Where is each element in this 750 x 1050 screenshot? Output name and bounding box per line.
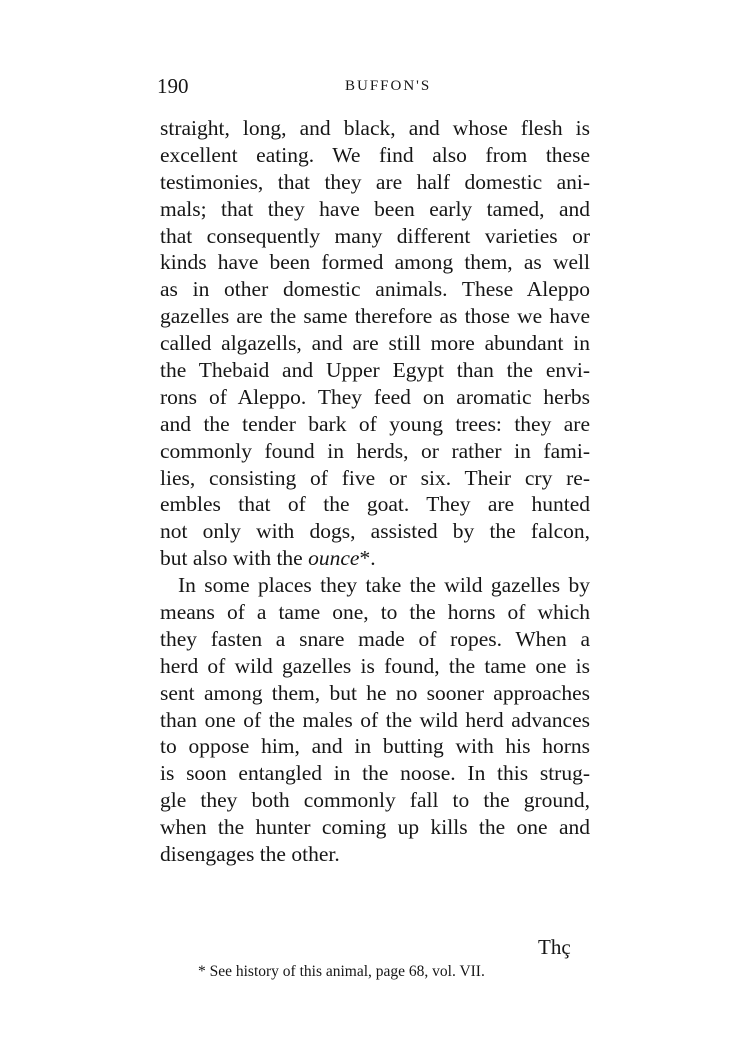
- catchword: Thç: [538, 935, 571, 959]
- text-line: as in other domestic animals. These Aleppo: [160, 277, 590, 302]
- text-line: lies, consisting of five or six. Their cry re-: [160, 465, 590, 490]
- text-line: excellent eating. We find also from these: [160, 142, 590, 167]
- text-line: that consequently many different varieties or: [160, 223, 590, 248]
- text-line: In some places they take the wild gazelles by: [178, 573, 590, 598]
- paragraph-2: [160, 572, 590, 868]
- text-line: testimonies, that they are half domestic ani-: [160, 169, 590, 194]
- footnote: * See history of this animal, page 68, vol. VII.: [198, 963, 485, 980]
- text-line: is soon entangled in the noose. In this strug-: [160, 761, 590, 786]
- text-line: gle they both commonly fall to the ground,: [160, 788, 590, 813]
- running-head: BUFFON'S: [345, 78, 432, 94]
- text-line: kinds have been formed among them, as well: [160, 250, 590, 275]
- text-line: embles that of the goat. They are hunted: [160, 492, 590, 517]
- paragraph-1: [160, 115, 590, 572]
- italic-word: ounce: [308, 546, 360, 571]
- text-line: and the tender bark of young trees: they are: [160, 411, 590, 436]
- text-line: commonly found in herds, or rather in fami-: [160, 438, 590, 463]
- text-segment: but also with the: [160, 546, 309, 571]
- text-line-last: [160, 545, 590, 572]
- page-header: [157, 74, 597, 104]
- page-number: 190: [157, 74, 189, 98]
- text-line: straight, long, and black, and whose flesh is: [160, 116, 590, 140]
- text-line: rons of Aleppo. They feed on aromatic herbs: [160, 384, 590, 409]
- text-line: to oppose him, and in butting with his horns: [160, 734, 590, 759]
- text-line: when the hunter coming up kills the one and: [160, 815, 590, 840]
- text-line: gazelles are the same therefore as those we have: [160, 304, 590, 329]
- text-line: than one of the males of the wild herd advances: [160, 707, 590, 732]
- text-line: herd of wild gazelles is found, the tame one is: [160, 653, 590, 678]
- text-line: mals; that they have been early tamed, and: [160, 196, 590, 221]
- body-text: [160, 115, 590, 868]
- text-line: the Thebaid and Upper Egypt than the envi-: [160, 358, 590, 383]
- text-line: disengages the other.: [160, 842, 340, 867]
- text-line: not only with dogs, assisted by the falcon,: [160, 519, 590, 544]
- text-line: called algazells, and are still more abundant in: [160, 331, 590, 356]
- text-line: they fasten a snare made of ropes. When a: [160, 626, 590, 651]
- text-line: sent among them, but he no sooner approaches: [160, 680, 590, 705]
- footnote-marker: *.: [359, 546, 376, 571]
- text-line: means of a tame one, to the horns of which: [160, 600, 590, 625]
